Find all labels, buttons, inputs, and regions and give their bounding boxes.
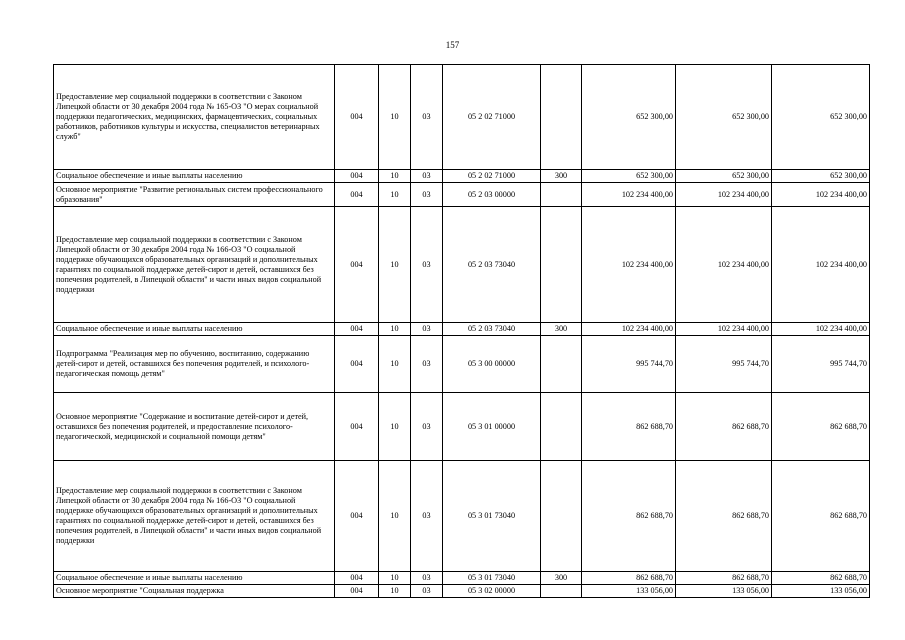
row-value-2: 862 688,70 — [676, 572, 772, 585]
row-subsection: 03 — [411, 207, 443, 323]
row-type: 300 — [541, 572, 582, 585]
row-value-2: 652 300,00 — [676, 170, 772, 183]
row-code: 004 — [335, 336, 379, 393]
row-subsection: 03 — [411, 336, 443, 393]
row-name: Социальное обеспечение и иные выплаты населению — [54, 572, 335, 585]
row-section: 10 — [379, 572, 411, 585]
row-type — [541, 183, 582, 207]
row-value-3: 862 688,70 — [772, 572, 870, 585]
row-code: 004 — [335, 572, 379, 585]
table-row — [54, 572, 870, 585]
table-row — [54, 585, 870, 598]
row-value-1: 862 688,70 — [582, 461, 676, 572]
row-subsection: 03 — [411, 585, 443, 598]
page-number: 157 — [445, 40, 460, 50]
row-section: 10 — [379, 393, 411, 461]
table-row — [54, 393, 870, 461]
row-target: 05 3 02 00000 — [443, 585, 541, 598]
row-value-1: 995 744,70 — [582, 336, 676, 393]
row-target: 05 3 00 00000 — [443, 336, 541, 393]
row-value-2: 862 688,70 — [676, 393, 772, 461]
row-value-2: 995 744,70 — [676, 336, 772, 393]
row-value-3: 862 688,70 — [772, 461, 870, 572]
row-value-2: 133 056,00 — [676, 585, 772, 598]
row-code: 004 — [335, 323, 379, 336]
row-target: 05 2 02 71000 — [443, 170, 541, 183]
row-value-3: 652 300,00 — [772, 170, 870, 183]
row-section: 10 — [379, 585, 411, 598]
row-value-2: 652 300,00 — [676, 65, 772, 170]
row-target: 05 2 03 73040 — [443, 207, 541, 323]
row-type — [541, 207, 582, 323]
row-subsection: 03 — [411, 461, 443, 572]
row-value-1: 102 234 400,00 — [582, 183, 676, 207]
table-row — [54, 207, 870, 323]
row-value-3: 102 234 400,00 — [772, 183, 870, 207]
row-subsection: 03 — [411, 393, 443, 461]
row-type — [541, 393, 582, 461]
row-value-3: 652 300,00 — [772, 65, 870, 170]
row-section: 10 — [379, 65, 411, 170]
row-code: 004 — [335, 461, 379, 572]
row-value-1: 652 300,00 — [582, 65, 676, 170]
row-target: 05 3 01 73040 — [443, 572, 541, 585]
row-value-3: 133 056,00 — [772, 585, 870, 598]
row-name: Основное мероприятие "Социальная поддержка — [54, 585, 335, 598]
row-type — [541, 65, 582, 170]
row-target: 05 3 01 00000 — [443, 393, 541, 461]
row-section: 10 — [379, 323, 411, 336]
table-row — [54, 461, 870, 572]
row-value-1: 652 300,00 — [582, 170, 676, 183]
row-name: Предоставление мер социальной поддержки в соответствии с Законом Липецкой области от 30 декабря 2004 года № 165-ОЗ "О мерах социальной поддержки педагогических, медицинских, фармацевтических, социальных работников, работников культуры и искусства, специалистов ветеринарных служб" — [54, 65, 335, 170]
row-type — [541, 336, 582, 393]
row-target: 05 3 01 73040 — [443, 461, 541, 572]
row-section: 10 — [379, 170, 411, 183]
row-value-1: 862 688,70 — [582, 393, 676, 461]
table-row — [54, 323, 870, 336]
row-value-2: 862 688,70 — [676, 461, 772, 572]
row-section: 10 — [379, 183, 411, 207]
row-target: 05 2 02 71000 — [443, 65, 541, 170]
row-subsection: 03 — [411, 65, 443, 170]
row-section: 10 — [379, 336, 411, 393]
row-value-2: 102 234 400,00 — [676, 207, 772, 323]
row-code: 004 — [335, 585, 379, 598]
row-code: 004 — [335, 393, 379, 461]
row-value-3: 102 234 400,00 — [772, 323, 870, 336]
row-target: 05 2 03 73040 — [443, 323, 541, 336]
row-value-3: 995 744,70 — [772, 336, 870, 393]
table-row — [54, 336, 870, 393]
row-value-3: 862 688,70 — [772, 393, 870, 461]
row-value-1: 133 056,00 — [582, 585, 676, 598]
row-value-1: 102 234 400,00 — [582, 323, 676, 336]
row-value-2: 102 234 400,00 — [676, 323, 772, 336]
row-name: Предоставление мер социальной поддержки в соответствии с Законом Липецкой области от 30 декабря 2004 года № 166-ОЗ "О социальной поддержке обучающихся образовательных организаций и дополнительных гарантиях по социальной поддержке детей-сирот и детей, оставшихся без попечения родителей, в Липецкой области" и части иных видов социальной поддержки — [54, 461, 335, 572]
row-type — [541, 585, 582, 598]
row-type: 300 — [541, 170, 582, 183]
row-name: Подпрограмма "Реализация мер по обучению, воспитанию, содержанию детей-сирот и детей, оставшихся без попечения родителей, и психолого-педагогическая помощь детям" — [54, 336, 335, 393]
row-name: Основное мероприятие "Содержание и воспитание детей-сирот и детей, оставшихся без попечения родителей, и предоставление психолого-педагогической, медицинской и социальной помощи детям" — [54, 393, 335, 461]
row-value-2: 102 234 400,00 — [676, 183, 772, 207]
row-type: 300 — [541, 323, 582, 336]
row-value-3: 102 234 400,00 — [772, 207, 870, 323]
row-name: Социальное обеспечение и иные выплаты населению — [54, 323, 335, 336]
row-name: Основное мероприятие "Развитие региональных систем профессионального образования" — [54, 183, 335, 207]
row-value-1: 862 688,70 — [582, 572, 676, 585]
row-name: Предоставление мер социальной поддержки в соответствии с Законом Липецкой области от 30 декабря 2004 года № 166-ОЗ "О социальной поддержке обучающихся образовательных организаций и дополнительных гарантиях по социальной поддержке детей-сирот и детей, оставшихся без попечения родителей, в Липецкой области" и части иных видов социальной поддержки — [54, 207, 335, 323]
row-value-1: 102 234 400,00 — [582, 207, 676, 323]
row-code: 004 — [335, 170, 379, 183]
row-code: 004 — [335, 207, 379, 323]
row-subsection: 03 — [411, 572, 443, 585]
budget-table — [53, 64, 870, 598]
row-code: 004 — [335, 65, 379, 170]
row-section: 10 — [379, 207, 411, 323]
row-type — [541, 461, 582, 572]
table-row — [54, 65, 870, 170]
row-name: Социальное обеспечение и иные выплаты населению — [54, 170, 335, 183]
row-section: 10 — [379, 461, 411, 572]
row-subsection: 03 — [411, 323, 443, 336]
row-target: 05 2 03 00000 — [443, 183, 541, 207]
table-row — [54, 170, 870, 183]
row-code: 004 — [335, 183, 379, 207]
table-row — [54, 183, 870, 207]
row-subsection: 03 — [411, 170, 443, 183]
row-subsection: 03 — [411, 183, 443, 207]
